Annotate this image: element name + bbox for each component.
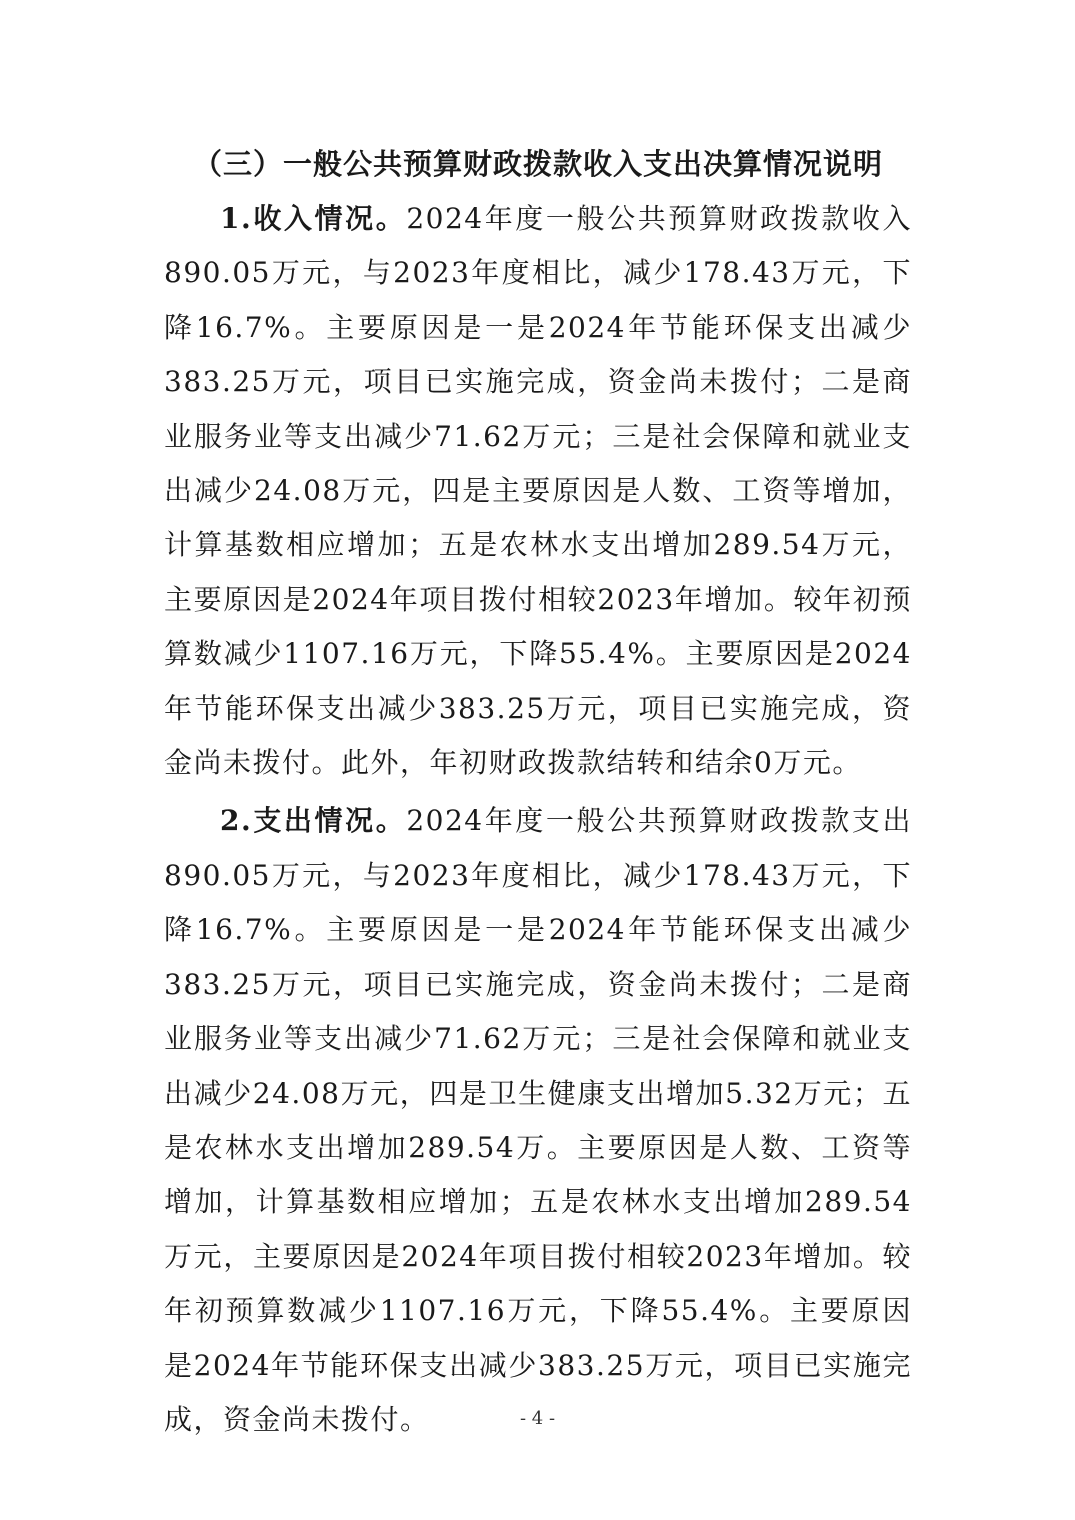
section-title: （三）一般公共预算财政拨款收入支出决算情况说明 xyxy=(192,147,883,181)
page-number: - 4 - xyxy=(519,1408,556,1429)
income-body: 2024年度一般公共预算财政拨款收入890.05万元，与2023年度相比，减少178.43万元，下降16.7%。主要原因是一是2024年节能环保支出减少383.25万元，项目已实施完成，资金尚未拨付；二是商业服务业等支出减少71.62万元；三是社会保障和就业支出减少24.08万元，四是主要原因是人数、工资等增加，计算基数相应增加；五是农林水支出增加289.54万元，主要原因是2024年项目拨付相较2023年增加。较年初预算数减少1107.16万元，下降55.4%。主要原因是2024年节能环保支出减少383.25万元，项目已实施完成，资金尚未拨付。此外，年初财政拨款结转和结余0万元。 xyxy=(164,202,913,780)
income-lead: 1.收入情况。 xyxy=(220,202,407,235)
expenditure-body: 2024年度一般公共预算财政拨款支出890.05万元，与2023年度相比，减少178.43万元，下降16.7%。主要原因是一是2024年节能环保支出减少383.25万元，项目已实施完成，资金尚未拨付；二是商业服务业等支出减少71.62万元；三是社会保障和就业支出减少24.08万元，四是卫生健康支出增加5.32万元；五是农林水支出增加289.54万。主要原因是人数、工资等增加，计算基数相应增加；五是农林水支出增加289.54万元，主要原因是2024年项目拨付相较2023年增加。较年初预算数减少1107.16万元，下降55.4%。主要原因是2024年节能环保支出减少383.25万元，项目已实施完成，资金尚未拨付。 xyxy=(164,804,913,1436)
income-paragraph xyxy=(164,192,912,790)
expenditure-paragraph xyxy=(164,794,912,1447)
expenditure-lead: 2.支出情况。 xyxy=(220,804,407,838)
document-page xyxy=(164,140,912,1447)
